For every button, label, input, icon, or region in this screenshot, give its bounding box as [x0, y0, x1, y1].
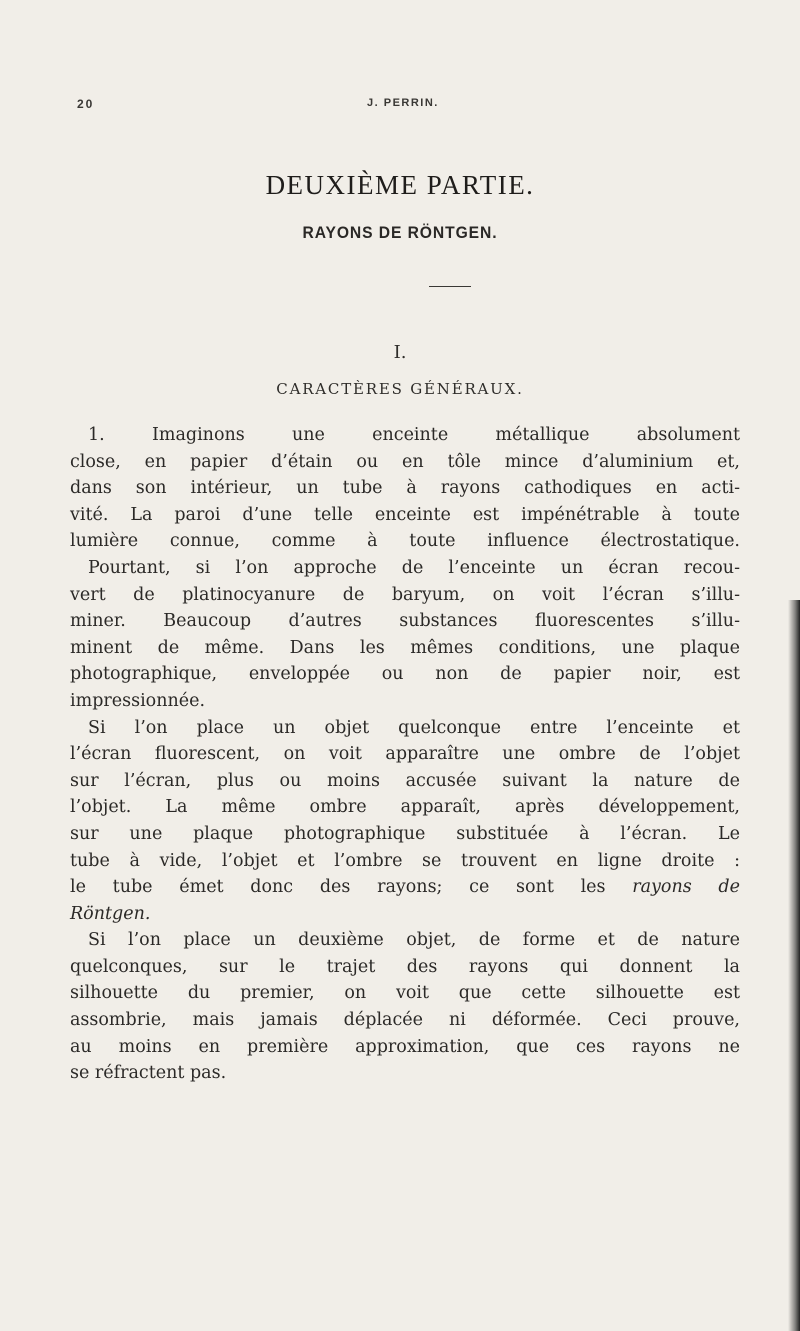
text-line: close, en papier d’étain ou en tôle mince d’aluminium et, — [70, 451, 740, 472]
text-line: assombrie, mais jamais déplacée ni déformée. Ceci prouve, — [70, 1010, 740, 1031]
text-line: l’objet. La même ombre apparaît, après développement, — [70, 797, 740, 818]
text-line: silhouette du premier, on voit que cette silhouette est — [70, 983, 740, 1004]
part-title: DEUXIÈME PARTIE. — [265, 170, 535, 200]
text-line: l’écran fluorescent, on voit apparaître une ombre de l’objet — [70, 744, 740, 765]
page-edge-shadow — [788, 600, 800, 1331]
body-text — [70, 422, 740, 1087]
text-line: se réfractent pas. — [70, 1063, 227, 1084]
page-header — [0, 97, 800, 117]
text-line: minent de même. Dans les mêmes conditions, une plaque — [70, 637, 740, 658]
text-line-mixed — [70, 874, 740, 901]
page-number: 20 — [77, 97, 95, 111]
emphasis-line: Röntgen. — [70, 903, 151, 924]
text-line: dans son intérieur, un tube à rayons cathodiques en acti- — [70, 478, 740, 499]
text-line: impressionnée. — [70, 690, 206, 711]
text-segment: le tube émet donc des rayons; ce sont les — [70, 877, 606, 898]
text-line: vert de platinocyanure de baryum, on voit l’écran s’illu- — [70, 584, 740, 605]
divider-rule — [429, 286, 471, 287]
text-line: tube à vide, l’objet et l’ombre se trouvent en ligne droite : — [70, 850, 740, 871]
text-line: lumière connue, comme à toute influence électrostatique. — [70, 531, 740, 552]
text-line: 1. Imaginons une enceinte métallique absolument — [88, 425, 740, 445]
text-line: au moins en première approximation, que ces rayons ne — [70, 1036, 740, 1057]
text-line: miner. Beaucoup d’autres substances fluorescentes s’illu- — [70, 611, 740, 632]
emphasis-text: rayons de — [632, 877, 740, 898]
running-head: J. PERRIN. — [367, 97, 439, 109]
text-line: sur l’écran, plus ou moins accusée suivant la nature de — [70, 770, 740, 791]
text-line: Si l’on place un objet quelconque entre l’enceinte et — [88, 717, 740, 738]
chapter-number: I. — [393, 342, 407, 363]
section-title: RAYONS DE RÖNTGEN. — [302, 223, 498, 242]
text-line: quelconques, sur le trajet des rayons qui donnent la — [70, 956, 740, 977]
text-line: photographique, enveloppée ou non de papier noir, est — [70, 664, 740, 685]
text-line: sur une plaque photographique substituée à l’écran. Le — [70, 823, 740, 844]
text-line: Si l’on place un deuxième objet, de forme et de nature — [88, 930, 740, 951]
chapter-title: CARACTÈRES GÉNÉRAUX. — [276, 380, 524, 398]
text-line: vité. La paroi d’une telle enceinte est impénétrable à toute — [70, 504, 740, 525]
text-line: Pourtant, si l’on approche de l’enceinte un écran recou- — [88, 557, 740, 578]
